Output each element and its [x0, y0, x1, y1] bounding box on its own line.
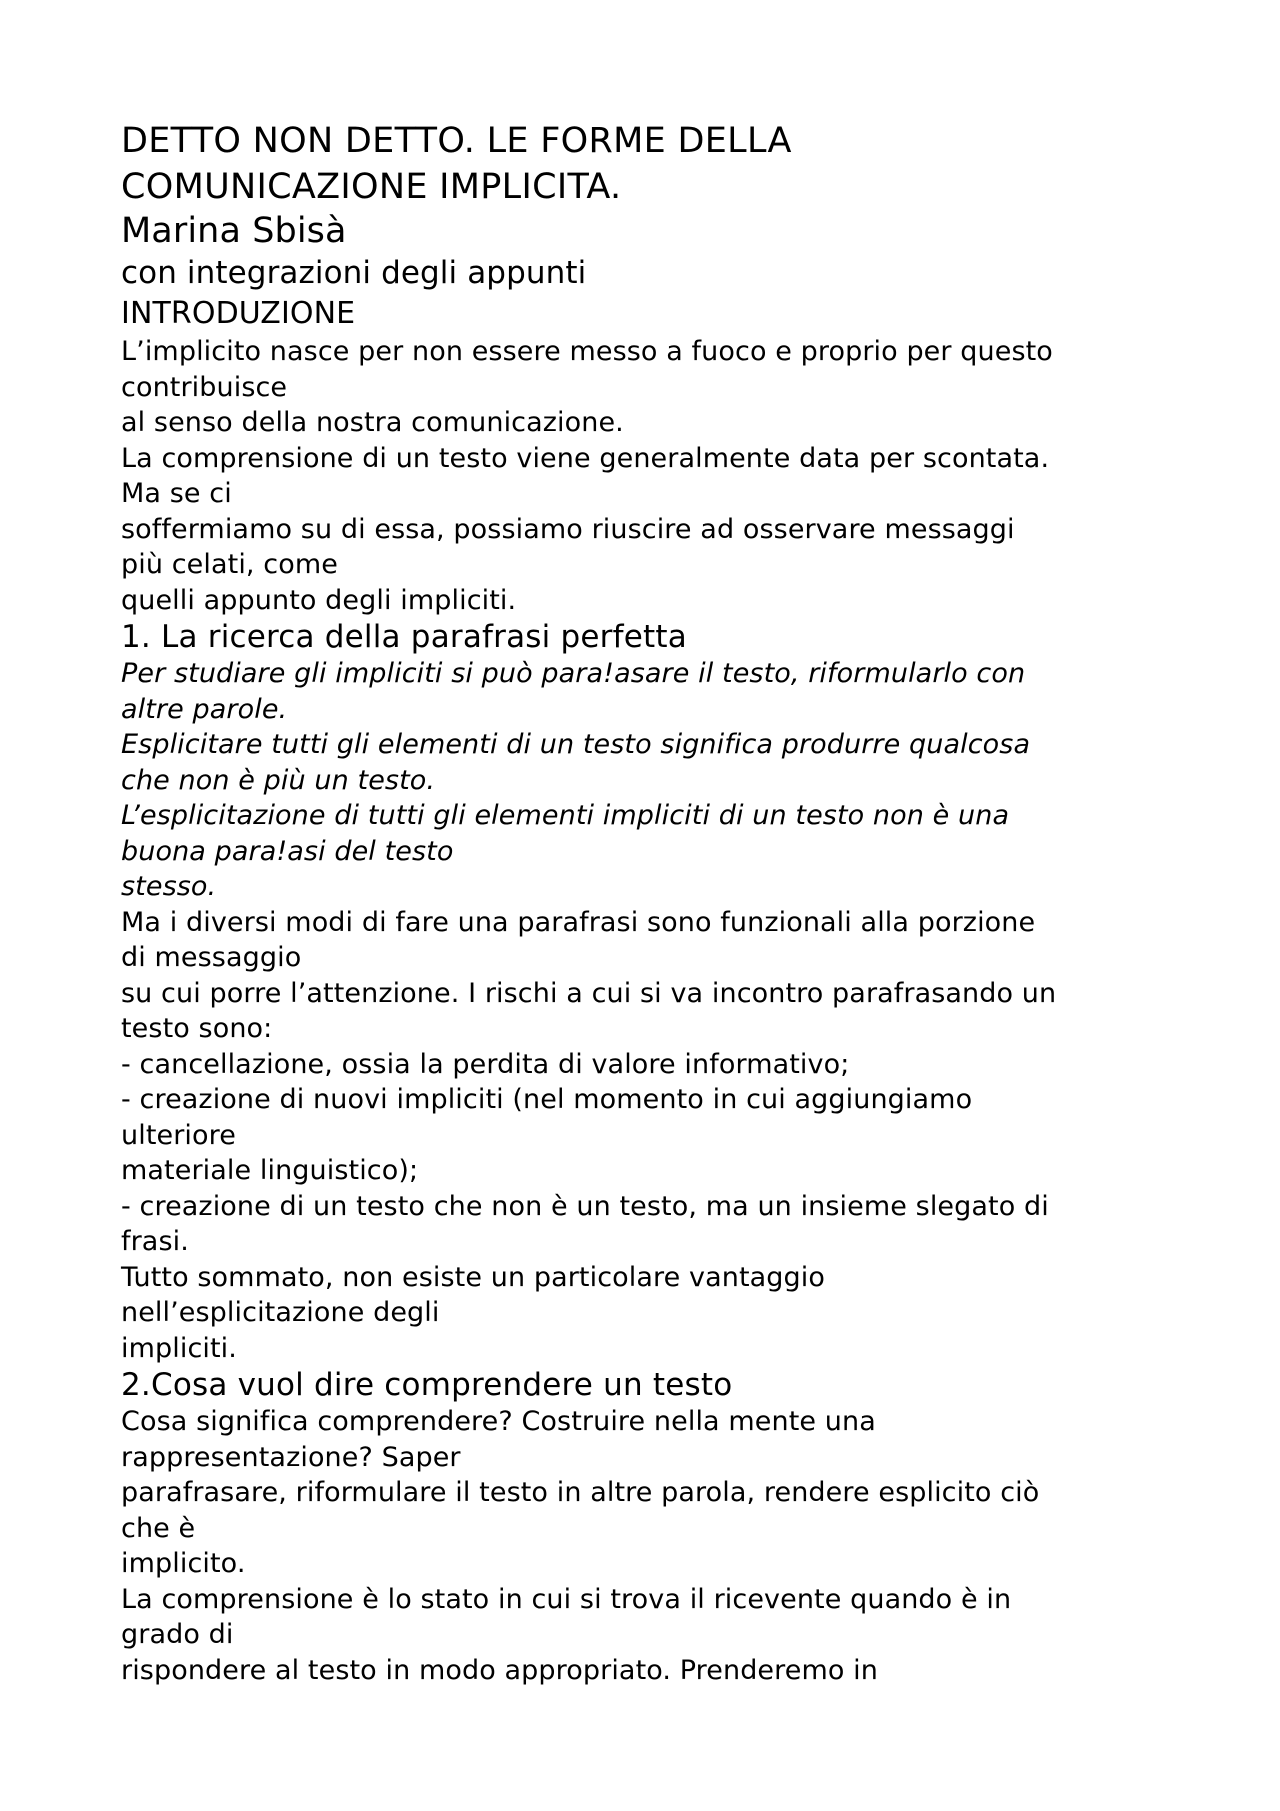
text-line: Cosa significa comprendere? Costruire nella mente una	[121, 1406, 876, 1437]
text-line: ulteriore	[121, 1119, 236, 1151]
text-line: di messaggio	[121, 942, 302, 973]
text-line: al senso della nostra comunicazione.	[121, 407, 624, 438]
text-line: contribuisce	[121, 371, 288, 403]
text-line: su cui porre l’attenzione. I rischi a cui si va incontro parafrasando un	[121, 977, 1057, 1009]
document-subtitle: con integrazioni degli appunti	[121, 255, 587, 291]
text-line: Tutto sommato, non esiste un particolare vantaggio	[121, 1261, 825, 1293]
section-1-italic-text	[121, 656, 1171, 905]
text-line: La comprensione di un testo viene generalmente data per scontata.	[121, 442, 1050, 474]
text-line: materiale linguistico);	[121, 1155, 419, 1186]
italic-text-line: buona para!asi del testo	[121, 835, 454, 867]
text-line: più celati, come	[121, 549, 338, 580]
italic-text-line: L’esplicitazione di tutti gli elementi impliciti di un testo non è una	[121, 800, 1010, 831]
list-item: - creazione di un testo che non è un testo, ma un insieme slegato di	[121, 1190, 1049, 1222]
document-title-line-1: DETTO NON DETTO. LE FORME DELLA	[121, 121, 792, 161]
text-line: rappresentazione? Saper	[121, 1441, 461, 1473]
text-line: frasi.	[121, 1226, 189, 1257]
text-line: Ma se ci	[121, 478, 232, 509]
text-line: Ma i diversi modi di fare una parafrasi sono funzionali alla porzione	[121, 906, 1036, 938]
intro-text	[121, 334, 1171, 618]
section-2-heading: 2.Cosa vuol dire comprendere un testo	[121, 1367, 733, 1403]
document-title-line-2: COMUNICAZIONE IMPLICITA.	[121, 167, 622, 207]
italic-text-line: altre parole.	[121, 693, 288, 725]
italic-text-line: stesso.	[121, 871, 217, 902]
section-1-heading: 1. La ricerca della parafrasi perfetta	[121, 619, 687, 655]
section-1-text	[121, 905, 1171, 1367]
text-line: L’implicito nasce per non essere messo a fuoco e proprio per questo	[121, 336, 1053, 367]
section-2-text	[121, 1404, 1171, 1688]
text-line: implicito.	[121, 1548, 246, 1579]
text-line: soffermiamo su di essa, possiamo riuscire ad osservare messaggi	[121, 513, 1015, 545]
italic-text-line: Esplicitare tutti gli elementi di un testo significa produrre qualcosa	[121, 729, 1031, 760]
text-line: parafrasare, riformulare il testo in altre parola, rendere esplicito ciò	[121, 1477, 1040, 1508]
document-page	[121, 118, 1171, 1688]
text-line: quelli appunto degli impliciti.	[121, 584, 517, 616]
list-item: - creazione di nuovi impliciti (nel momento in cui aggiungiamo	[121, 1084, 973, 1115]
text-line: che è	[121, 1512, 196, 1544]
text-line: testo sono:	[121, 1013, 273, 1044]
text-line: grado di	[121, 1619, 234, 1650]
list-item: - cancellazione, ossia la perdita di valore informativo;	[121, 1048, 850, 1080]
italic-text-line: che non è più un testo.	[121, 764, 436, 796]
text-line: impliciti.	[121, 1332, 237, 1364]
italic-text-line: Per studiare gli impliciti si può para!asare il testo, riformularlo con	[121, 658, 1026, 689]
text-line: nell’esplicitazione degli	[121, 1297, 440, 1328]
text-line: rispondere al testo in modo appropriato. Prenderemo in	[121, 1654, 878, 1686]
document-author: Marina Sbisà	[121, 211, 347, 251]
text-line: La comprensione è lo stato in cui si trova il ricevente quando è in	[121, 1583, 1012, 1615]
intro-heading: INTRODUZIONE	[121, 296, 356, 331]
